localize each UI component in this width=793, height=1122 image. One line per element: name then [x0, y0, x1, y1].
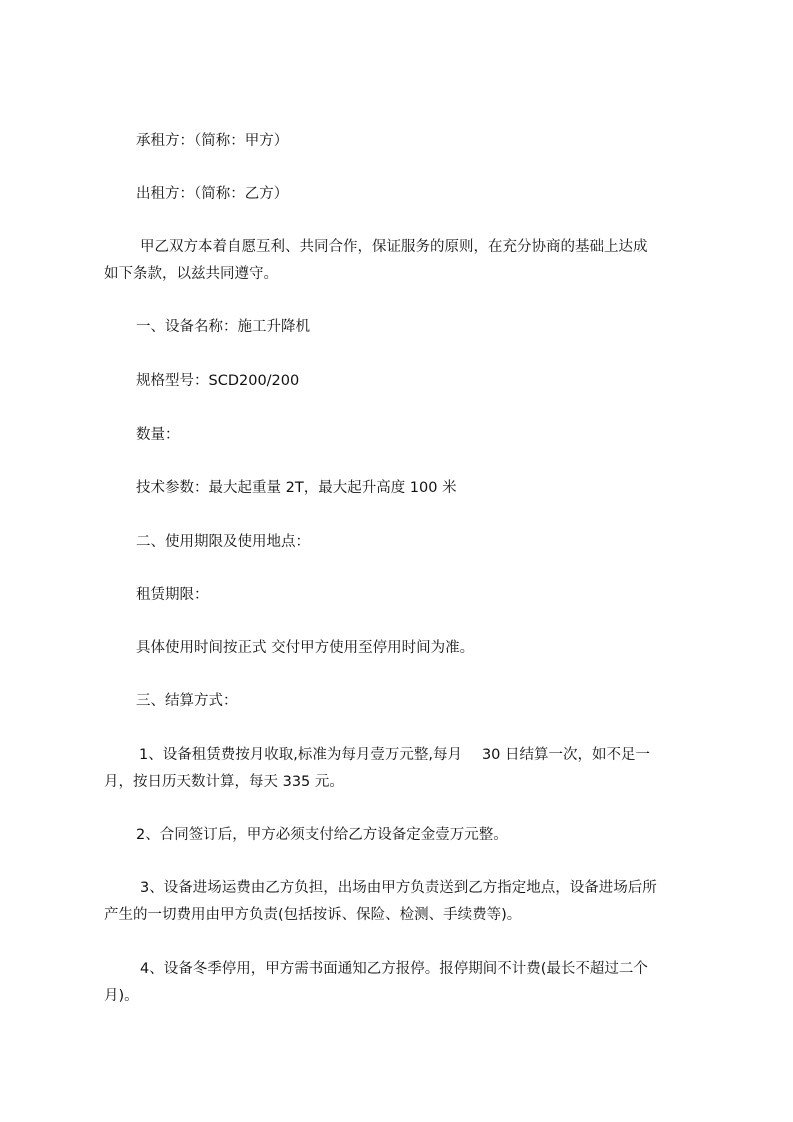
spec-line: 规格型号：SCD200/200 [136, 373, 300, 389]
quantity-line: 数量： [136, 427, 180, 443]
item-2-line-1: 2、合同签订后，甲方必须支付给乙方设备定金壹万元整。 [136, 827, 508, 843]
item-4-line-1: 4、设备冬季停用，甲方需书面通知乙方报停。报停期间不计费(最长不超过二个 [140, 961, 648, 977]
item-3-line-2: 产生的一切费用由甲方负责(包括按诉、保险、检测、手续费等)。 [104, 907, 522, 923]
item-1-line-1 [139, 745, 739, 765]
lessor-line: 出租方：（简称：乙方） [136, 186, 289, 202]
section-1-title: 一、设备名称：施工升降机 [136, 319, 310, 335]
usage-time-line: 具体使用时间按正式 交付甲方使用至停用时间为准。 [136, 640, 475, 656]
item-1-line-1-part-b: 30 日结算一次，如不足一 [481, 747, 651, 763]
section-3-title: 三、结算方式： [136, 693, 238, 709]
section-2-title: 二、使用期限及使用地点： [136, 534, 310, 550]
intro-paragraph-line-1: 甲乙双方本着自愿互利、共同合作，保证服务的原则，在充分协商的基础上达成 [140, 239, 648, 255]
tech-params-line: 技术参数：最大起重量 2T，最大起升高度 100 米 [136, 480, 457, 496]
item-3-line-1: 3、设备进场运费由乙方负担，出场由甲方负责送到乙方指定地点，设备进场后所 [140, 880, 657, 896]
lease-term-line: 租赁期限： [136, 587, 209, 603]
lessee-line: 承租方：（简称：甲方） [136, 133, 289, 149]
intro-paragraph-line-2: 如下条款，以兹共同遵守。 [104, 266, 278, 282]
item-1-line-1-part-a: 1、设备租赁费按月收取,标准为每月壹万元整,每月 [139, 747, 462, 763]
item-4-line-2: 月)。 [104, 988, 139, 1004]
item-1-line-2: 月，按日历天数计算，每天 335 元。 [104, 774, 344, 790]
